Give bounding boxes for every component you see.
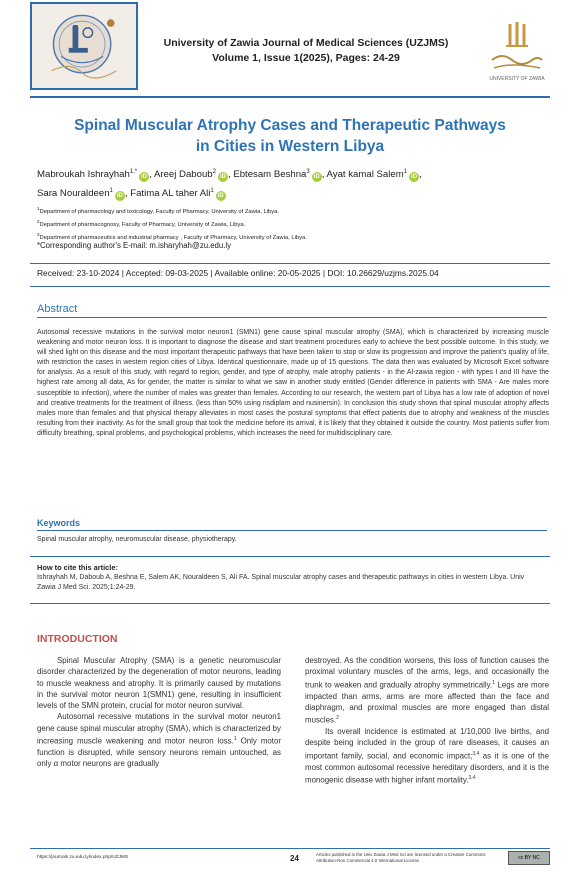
orcid-icon[interactable]: iD [411,174,418,181]
affiliation: $^2$Department of pharmacognosy, Faculty of Pharmacy, University of Zawia, Libya. [37,218,246,228]
orcid-icon[interactable]: iD [313,174,320,181]
footer-url-link[interactable]: https://journals.zu.edu.ly/index.php/UZJMS [37,855,129,860]
affiliations [37,204,537,243]
paragraph: Its overall incidence is estimated at 1/10,000 live births, and despite being included in the group of rare diseases, it causes an important family, social, and economic impact;$^{3,4}$ as it is one of the most common autosomal recessive hereditary disorders, and it is the monogenic disease with higher infant mortality.$^{3,4}$ [305,727,549,785]
journal-logo [30,2,138,90]
affiliation: $^3$Department of pharmaceutics and industrial pharmacy , Faculty of Pharmacy, University of Zawia, Libya. [37,231,307,241]
author[interactable]: Areej Daboub$^2$iD [153,169,226,181]
header-divider [30,96,550,98]
journal-volume: Volume 1, Issue 1(2025), Pages: 24-29 [212,52,400,64]
introduction-heading: INTRODUCTION [37,633,118,645]
divider [30,603,550,604]
paragraph: Spinal Muscular Atrophy (SMA) is a genetic neuromuscular disorder characterized by the degeneration of motor neurons, leading to muscle weakness and atrophy. It is primarily caused by mutations in the survival motor neuron 1(SMN1) gene, resulting in insufficient levels of the SMN protein, crucial for motor neuron survival. [37,656,281,711]
article-title-line1: Spinal Muscular Atrophy Cases and Therapeutic Pathways [74,117,506,134]
author[interactable]: Sara Nouraldeen$^1$iD [37,188,123,200]
author-line-1: Mabroukah Ishrayhah$^{1,*}$iD , Areej Daboub$^2$iD , Ebtesam Beshna$^3$iD , Ayat kamal Salem$^1$iD , [37,169,422,181]
keywords-divider [37,530,547,531]
keywords-heading: Keywords [37,518,81,528]
citation-text: Ishrayhah M, Daboub A, Beshna E, Salem AK, Nouraldeen S, Ali FA. Spinal muscular atrophy cases and therapeutic pathways in cities in western Libya. Univ Zawia J Med Sci. 2025;1:24-29. [37,574,525,591]
divider [30,286,550,287]
abstract-heading: Abstract [37,303,78,315]
corresponding-author[interactable]: *Corresponding author's E-mail: m.isharyhah@zu.edu.ly [37,241,232,250]
orcid-icon[interactable]: iD [217,193,224,200]
author-line-2: Sara Nouraldeen$^1$iD , Fatima AL taher Ali$^1$iD [37,188,224,200]
page-number: 24 [290,854,299,863]
affiliation: $^1$Department of pharmacology and toxicology, Faculty of Pharmacy, University of Zawia, Libya. [37,206,280,215]
author-list [37,164,537,202]
divider [30,263,550,264]
introduction-right-column [305,655,549,786]
keywords-text: Spinal muscular atrophy, neuromuscular disease, physiotherapy. [37,536,237,543]
university-emblem [482,16,552,86]
university-caption: UNIVERSITY OF ZAWIA [489,76,545,82]
article-dates: Received: 23-10-2024 | Accepted: 09-03-2025 | Available online: 20-05-2025 | DOI: 10.26629/uzjms.2025.04 [37,268,439,278]
article-title [40,115,540,157]
journal-name: University of Zawia Journal of Medical Sciences (UZJMS) [163,37,449,49]
author[interactable]: Ayat kamal Salem$^1$iD [326,169,418,181]
citation-heading: How to cite this article: [37,563,118,572]
journal-title [146,36,466,66]
orcid-icon[interactable]: iD [116,193,123,200]
orcid-icon[interactable]: iD [141,174,148,181]
author[interactable]: Ebtesam Beshna$^3$iD [233,169,320,181]
introduction-left-column [37,655,281,770]
university-logo [482,16,552,86]
abstract-divider [37,317,547,318]
orcid-icon[interactable]: iD [219,174,226,181]
author[interactable]: Fatima AL taher Ali$^1$iD [130,188,224,200]
creative-commons-badge[interactable]: cc BY NC [508,851,550,865]
journal-header [30,2,560,92]
divider [30,556,550,557]
abstract-text: Autosomal recessive mutations in the survival motor neuron1 (SMN1) gene cause spinal muscular atrophy (SMA), which is characterized by increasing muscle weakening and motor neuron loss. It is important to diagnose the disease and start treatment procedures early to achieve the best possible outcome. In this study, we will shed light on this disease and the most important therapeutic pathways that have been taken to stop or slow its progression and improve the patient's quality of life, with restriction the cases in western region cities of Libya. Identical questionnaire, made up of 15 questions. The data then was evaluated by Microsoft Excel software for analysis. As a result of this study, with regard to region, gender, and type of atrophy, male atrophy patients - in the Al-zawia region - with types I and III have the highest rate among all data, As for gender, the matter is similar to what we saw in another study entitled (Gender difference in patients with SMA - Are males more susceptible to infection), where the number of males was greater than females. According to our research, the western part of Libya has a low rate of adoption of novel and creative treatments for the treatment of illness. (less than 50% using risdiplam and nusinersin). In conclusion this study shows that spinal muscular atrophy affects males more than females and that physical therapy alleviates in most cases the postural symptoms that effect patients due to atrophy and weakness of the muscles resulting from their inactivity. As for the small group that took the medicine before its arrival, it is likely that they obtained it outside the country. Most patients suffer from difficulty breathing, spinal problems, and psychological problems, which increases the need for multidisciplinary care. [37,329,549,437]
license-text: Articles published in the Univ Zawia J Med Sci are licensed under a Creative Commons Attribution-Non Commercial 4.0 International License. [316,852,486,863]
paragraph: destroyed. As the condition worsens, this loss of function causes the proximal voluntary muscles of the arms, legs, and occasionally the trunk to weaken and gradually atrophy symmetrically.$^1$ Legs are more impacted than arms, arms are more affected than the face and diaphragm, and proximal muscles are more engaged than distal muscles.$^2$ [305,656,549,725]
article-title-line2: in Cities in Western Libya [195,138,385,155]
author[interactable]: Mabroukah Ishrayhah$^{1,*}$iD [37,169,148,181]
paragraph: Autosomal recessive mutations in the survival motor neuron1 gene cause spinal muscular atrophy (SMA), which is characterized by increasing muscle weakening and motor neuron loss.$^1$ Only motor function is disrupted, while sensory neurons remain untouched, as only α motor neurons are gradually [37,712,281,769]
journal-logo-graphic [32,4,136,88]
footer-divider [30,848,550,849]
